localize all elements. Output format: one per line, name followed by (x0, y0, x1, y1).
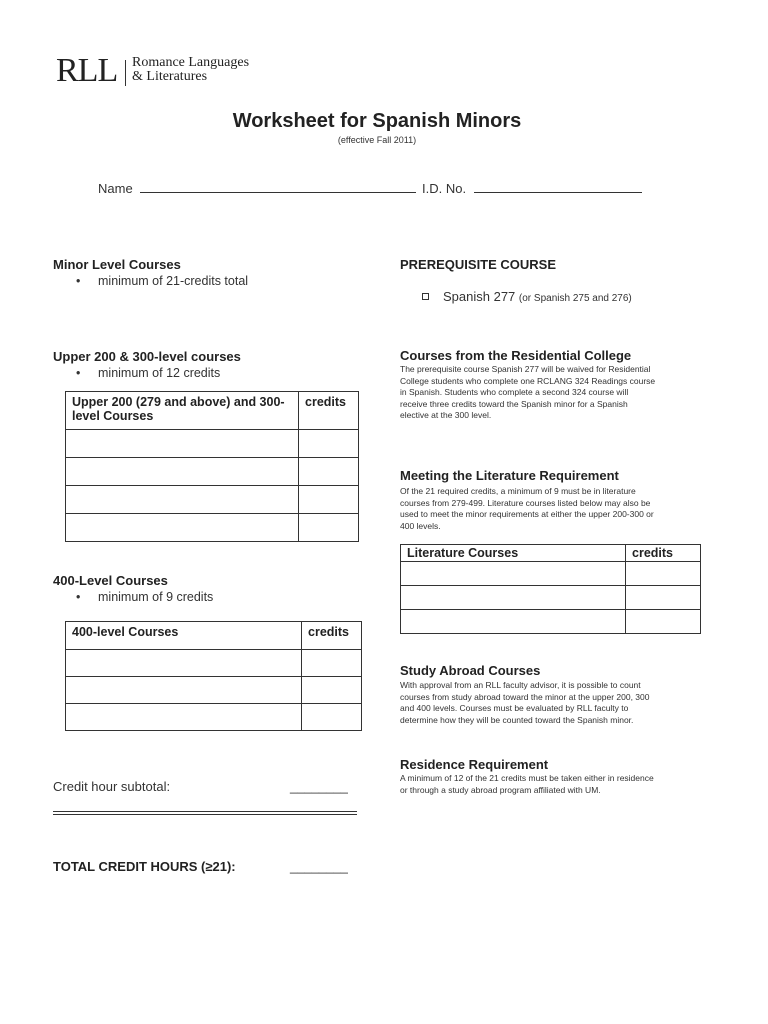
credits-cell[interactable] (302, 650, 362, 677)
paragraph-line: courses from 279-499. Literature courses listed below may also be (400, 497, 651, 508)
paragraph-line: Of the 21 required credits, a minimum of 9 must be in literature (400, 486, 636, 496)
paragraph-line: courses from study abroad toward the minor at the upper 200, 300 (400, 691, 650, 702)
course-cell[interactable] (66, 650, 302, 677)
name-field-row (98, 180, 416, 196)
bullet-icon: • (76, 274, 81, 288)
paragraph-line: College students who complete one RCLANG 324 Readings course (400, 375, 656, 386)
literature-credits-header: credits (626, 545, 701, 562)
paragraph-line: used to meet the minor requirements at either the upper 200-300 or (400, 509, 654, 519)
page-subtitle: (effective Fall 2011) (337, 135, 417, 145)
course-cell[interactable] (401, 562, 626, 586)
credits-cell[interactable] (626, 586, 701, 610)
literature-requirement-paragraph (400, 486, 654, 532)
id-field[interactable] (474, 180, 642, 193)
prerequisite-item (422, 289, 632, 304)
total-credit-hours-field[interactable]: ________ (290, 859, 348, 874)
level-400-bullet-text: minimum of 9 credits (98, 590, 214, 604)
paragraph-line: A minimum of 12 of the 21 credits must be taken either in residence (400, 773, 654, 783)
upper-level-table (65, 391, 359, 542)
logo-abbreviation: RLL (56, 52, 118, 89)
paragraph-line: or through a study abroad program affiliated with UM. (400, 784, 601, 795)
literature-table (400, 544, 701, 634)
divider-line-top (53, 811, 357, 812)
prerequisite-note: (or Spanish 275 and 276) (518, 293, 632, 304)
literature-course-header: Literature Courses (401, 545, 626, 562)
logo-department-name (132, 56, 249, 84)
logo-divider (125, 60, 126, 86)
paragraph-line: determine how they will be counted toward the Spanish minor. (400, 714, 634, 725)
subtotal-field[interactable]: ________ (290, 779, 348, 794)
upper-level-course-header: Upper 200 (279 and above) and 300-level Courses (66, 392, 299, 430)
divider-line-bottom (53, 814, 357, 815)
minor-level-bullet-text: minimum of 21-credits total (98, 274, 249, 288)
course-cell[interactable] (66, 430, 299, 458)
paragraph-line: receive three credits toward the Spanish minor for a Spanish (400, 398, 628, 409)
course-cell[interactable] (401, 610, 626, 634)
credits-cell[interactable] (302, 704, 362, 731)
paragraph-line: With approval from an RLL faculty advisor, it is possible to count (400, 680, 641, 690)
id-field-row (422, 180, 642, 196)
upper-level-bullet-text: minimum of 12 credits (98, 366, 221, 380)
study-abroad-paragraph (400, 680, 649, 726)
credits-cell[interactable] (299, 458, 359, 486)
level-400-bullet (76, 590, 213, 604)
course-cell[interactable] (66, 486, 299, 514)
credits-cell[interactable] (302, 677, 362, 704)
credits-cell[interactable] (299, 486, 359, 514)
minor-level-heading: Minor Level Courses (53, 257, 181, 272)
upper-level-bullet (76, 366, 220, 380)
level-400-credits-header: credits (302, 622, 362, 650)
residential-college-paragraph (400, 364, 655, 422)
subtotal-label: Credit hour subtotal: (53, 779, 171, 794)
paragraph-line: 400 levels. (400, 520, 441, 531)
credits-cell[interactable] (299, 514, 359, 542)
course-cell[interactable] (66, 704, 302, 731)
logo-line-1: Romance Languages (132, 55, 250, 70)
bullet-icon: • (76, 590, 81, 604)
course-cell[interactable] (66, 677, 302, 704)
residence-requirement-paragraph (400, 773, 654, 796)
course-cell[interactable] (401, 586, 626, 610)
paragraph-line: and 400 levels. Courses must be evaluated by RLL faculty to (400, 703, 629, 713)
literature-requirement-heading: Meeting the Literature Requirement (400, 468, 619, 483)
upper-level-heading: Upper 200 & 300-level courses (53, 349, 241, 364)
level-400-course-header: 400-level Courses (66, 622, 302, 650)
upper-level-credits-header: credits (299, 392, 359, 430)
bullet-icon: • (76, 366, 81, 380)
level-400-table (65, 621, 362, 731)
credits-cell[interactable] (299, 430, 359, 458)
id-label: I.D. No. (422, 181, 467, 196)
minor-level-bullet (76, 274, 248, 288)
prerequisite-heading: PREREQUISITE COURSE (400, 257, 557, 272)
page-title: Worksheet for Spanish Minors (232, 110, 522, 132)
logo-line-2: & Literatures (132, 69, 208, 84)
credits-cell[interactable] (626, 610, 701, 634)
level-400-heading: 400-Level Courses (53, 573, 168, 588)
course-cell[interactable] (66, 514, 299, 542)
paragraph-line: The prerequisite course Spanish 277 will be waived for Residential (400, 364, 651, 374)
study-abroad-heading: Study Abroad Courses (400, 663, 541, 678)
course-cell[interactable] (66, 458, 299, 486)
residential-college-heading: Courses from the Residential College (400, 348, 632, 363)
residence-requirement-heading: Residence Requirement (400, 757, 549, 772)
total-credit-hours-label: TOTAL CREDIT HOURS (≥21): (53, 859, 236, 874)
credits-cell[interactable] (626, 562, 701, 586)
checkbox-icon[interactable] (422, 293, 429, 300)
paragraph-line: in Spanish. Students who complete a second 324 course will (400, 387, 629, 397)
name-field[interactable] (140, 180, 416, 193)
name-label: Name (98, 181, 133, 196)
prerequisite-course: Spanish 277 (443, 289, 516, 304)
paragraph-line: elective at the 300 level. (400, 410, 492, 420)
